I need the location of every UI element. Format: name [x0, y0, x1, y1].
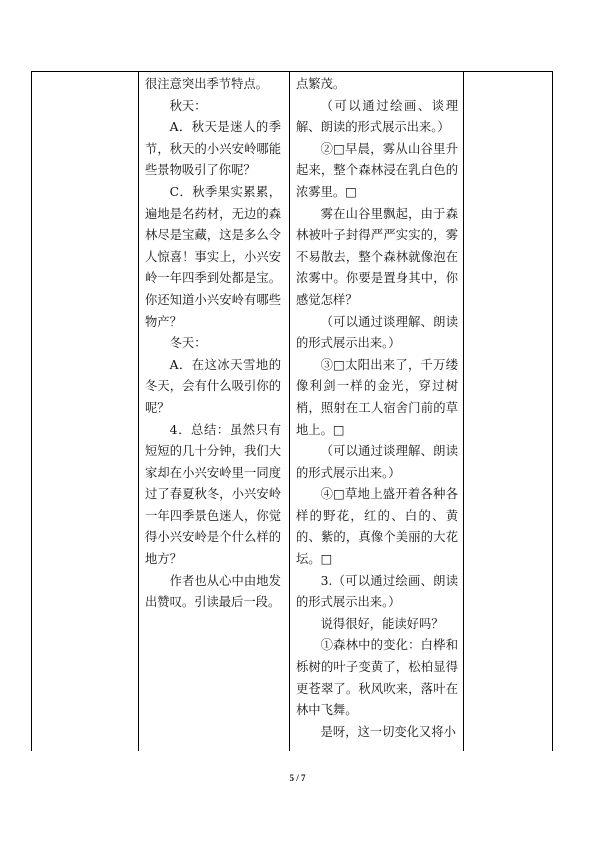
paragraph: 雾在山谷里飘起，由于森林被叶子封得严严实实的，雾不易散去，整个森林就像泡在浓雾中。你要是置身其中，你感觉怎样？	[296, 206, 458, 307]
paragraph: （可以通过谈理解、朗读的形式展示出来。）	[296, 314, 458, 351]
paragraph: ④□草地上盛开着各种各样的野花，红的、白的、黄的、紫的，真像个美丽的大花坛。□	[296, 487, 458, 567]
paragraph: 是呀，这一切变化又将小	[320, 724, 456, 739]
student-activity-column	[296, 74, 458, 743]
paragraph: ①森林中的变化：白桦和栎树的叶子变黄了，松柏显得更苍翠了。秋风吹来，落叶在林中飞舞。	[296, 638, 458, 718]
table-column-divider	[138, 71, 139, 751]
paragraph: 作者也从心中由地发出赞叹。引读最后一段。	[145, 573, 281, 610]
teacher-activity-column	[145, 74, 281, 614]
paragraph: 3.（可以通过绘画、朗读的形式展示出来。）	[296, 573, 458, 610]
season-heading-winter: 冬天：	[169, 336, 207, 351]
paragraph: ②□早晨，雾从山谷里升起来，整个森林浸在乳白色的浓雾里。□	[296, 141, 458, 199]
paragraph: C．秋季果实累累，遍地是名药材，无边的森林尽是宝藏，这是多么令人惊喜！事实上，小兴安岭一年四季到处都是宝。你还知道小兴安岭有哪些物产？	[145, 184, 281, 329]
paragraph: A．在这冰天雪地的冬天，会有什么吸引你的呢？	[145, 357, 281, 415]
paragraph: 点繁茂。	[296, 77, 346, 91]
season-heading-autumn: 秋天：	[169, 98, 207, 113]
page-number: 5 / 7	[289, 773, 306, 783]
lesson-table	[31, 71, 553, 751]
table-column-divider	[289, 71, 290, 751]
summary-paragraph: 4．总结：虽然只有短短的几十分钟，我们大家却在小兴安岭里一同度过了春夏秋冬，小兴安岭一年四季景色迷人，你觉得小兴安岭是个什么样的地方？	[145, 422, 281, 567]
table-column-divider	[463, 71, 464, 751]
paragraph: （可以通过谈理解、朗读的形式展示出来。）	[296, 444, 458, 480]
paragraph: 说得很好，能读好吗？	[320, 616, 444, 631]
paragraph: 很注意突出季节特点。	[145, 77, 268, 91]
paragraph: A．秋天是迷人的季节，秋天的小兴安岭哪能些景物吸引了你呢？	[145, 120, 281, 178]
paragraph: （可以通过绘画、谈理解、朗读的形式展示出来。）	[296, 98, 458, 135]
paragraph: ③□太阳出来了，千万缕像利剑一样的金光，穿过树梢，照射在工人宿舍门前的草地上。□	[296, 357, 458, 437]
